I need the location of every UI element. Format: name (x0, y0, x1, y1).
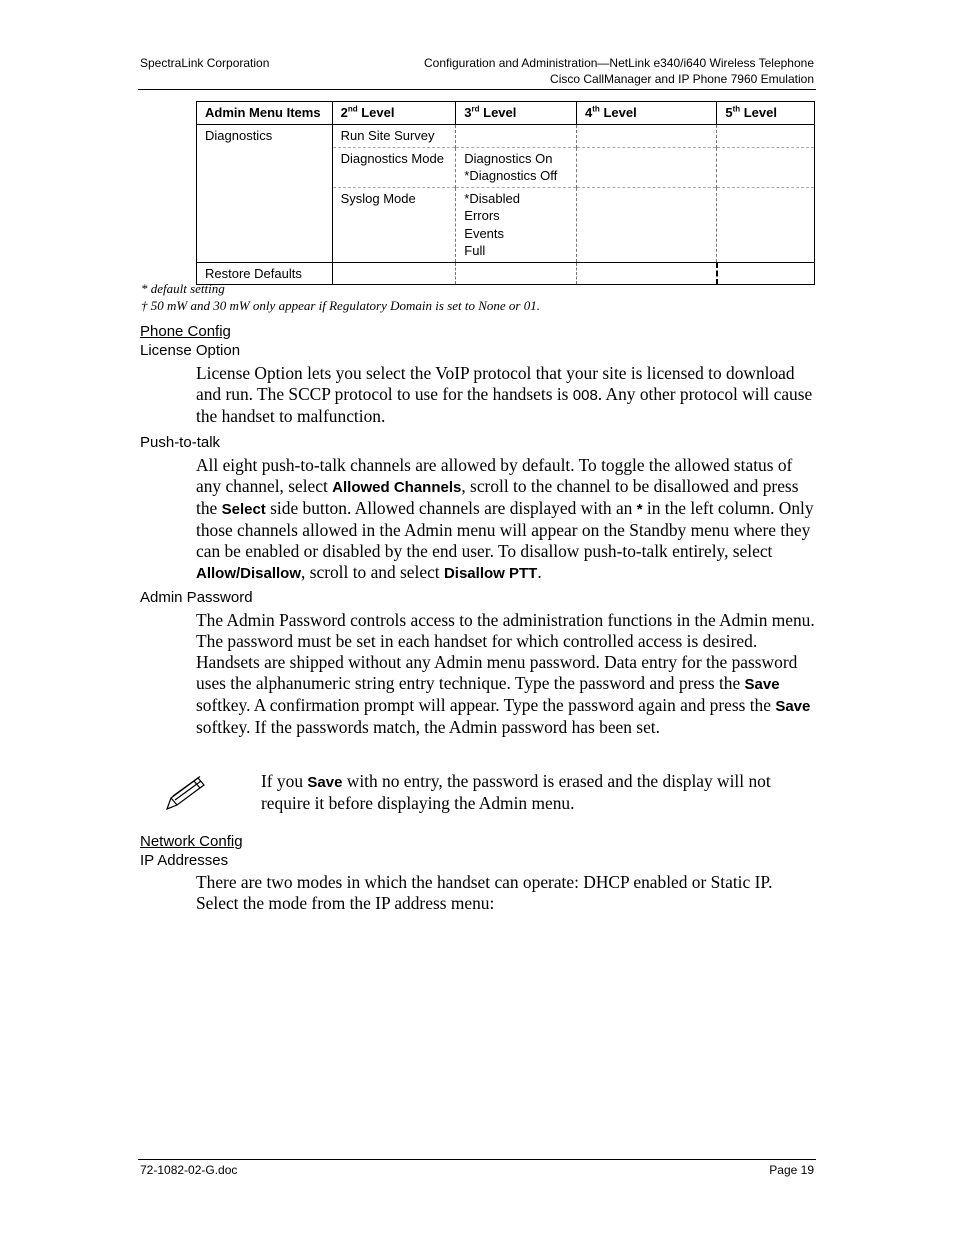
text: softkey. A confirmation prompt will appear. Type the password again and press the (196, 695, 776, 715)
header-rule (138, 89, 816, 90)
heading-admin-password: Admin Password (140, 589, 253, 606)
table-cell (717, 147, 815, 187)
col-header-admin-menu-items: Admin Menu Items (197, 102, 333, 125)
option-diagnostics-off: *Diagnostics Off (464, 168, 558, 183)
paragraph-ip-addresses: There are two modes in which the handset can operate: DHCP enabled or Static IP. Select the mode from the IP address menu: (196, 872, 773, 913)
header-level: Level (740, 105, 777, 120)
header-level: Level (357, 105, 395, 120)
keyword: Allowed Channels (332, 479, 462, 496)
heading-phone-config: Phone Config (140, 323, 231, 340)
header-ord: nd (347, 104, 358, 114)
col-header-2nd-level (332, 102, 456, 125)
text: , scroll to and select (301, 562, 444, 582)
table-cell (332, 262, 456, 285)
paragraph-push-to-talk (196, 455, 818, 584)
text: If you (261, 771, 308, 791)
option-diagnostics-on: Diagnostics On (464, 150, 553, 166)
note-regulatory: † 50 mW and 30 mW only appear if Regulatory Domain is set to None or 01. (141, 298, 540, 313)
header-level: Level (599, 105, 637, 120)
keyword: Save (307, 774, 343, 791)
table-header-row (197, 102, 815, 125)
table-cell (577, 147, 717, 187)
text: The Admin Password controls access to the administration functions in the Admin menu. The password must be set in each handset for which controlled access is desired. Handsets are shipped without any Admin menu password. Data entry for the password uses the alphanumeric string entry technique. Type the password and press the (196, 610, 815, 693)
option-full: Full (464, 243, 486, 258)
header-num: 5 (725, 105, 733, 120)
footer-rule (138, 1159, 816, 1160)
heading-push-to-talk: Push-to-talk (140, 434, 221, 451)
text: License Option lets you select the VoIP protocol that your site is licensed to download and run. The SCCP protocol to use for the handsets is (196, 363, 795, 404)
cell-diagnostics: Diagnostics (197, 125, 333, 263)
header-ord: rd (471, 104, 480, 114)
cell-syslog-options (456, 187, 577, 262)
option-errors: Errors (464, 208, 500, 223)
note-save-empty (261, 771, 821, 814)
table-cell (717, 187, 815, 262)
table-cell (456, 262, 577, 285)
keyword: Disallow PTT (443, 565, 538, 582)
footer-doc-id: 72-1082-02-G.doc (140, 1163, 238, 1177)
protocol-code: 008 (572, 387, 598, 404)
cell-restore-defaults: Restore Defaults (197, 262, 333, 285)
table-cell (456, 125, 577, 148)
header-num: 2 (340, 105, 348, 120)
keyword: * (636, 501, 643, 518)
header-company: SpectraLink Corporation (140, 56, 270, 70)
text: , scroll to the channel to be disallowed and press the (196, 476, 799, 518)
header-ord: th (592, 104, 600, 114)
table-cell (577, 262, 717, 285)
header-level: Level (479, 105, 517, 120)
cell-run-site-survey: Run Site Survey (340, 128, 435, 143)
keyword: Allow/Disallow (196, 565, 302, 582)
cell-syslog-mode: Syslog Mode (332, 187, 456, 262)
col-header-5th-level (717, 102, 815, 125)
cell-diagnostics-mode: Diagnostics Mode (332, 147, 456, 187)
option-disabled: *Disabled (464, 190, 520, 206)
header-num: 3 (464, 105, 472, 120)
header-title-line2: Cisco CallManager and IP Phone 7960 Emulation (550, 72, 814, 86)
admin-menu-table (196, 101, 815, 285)
footer-page-number: Page 19 (769, 1163, 814, 1177)
table-row (197, 125, 815, 148)
table-row (197, 262, 815, 285)
pencil-icon (164, 776, 208, 812)
text: . Any other protocol will cause the handset to malfunction. (196, 384, 813, 426)
heading-license-option: License Option (140, 342, 241, 359)
col-header-4th-level (577, 102, 717, 125)
note-default-setting: * default setting (141, 281, 225, 296)
keyword: Select (221, 501, 266, 518)
heading-network-config: Network Config (140, 833, 243, 850)
header-title (424, 55, 814, 87)
table-cell (717, 125, 815, 148)
col-header-3rd-level (456, 102, 577, 125)
header-num: 4 (585, 105, 593, 120)
option-events: Events (464, 225, 505, 241)
header-ord: th (732, 104, 741, 114)
table-cell (717, 262, 815, 285)
paragraph-admin-password (196, 610, 818, 738)
header-title-line1: Configuration and Administration—NetLink e340/i640 Wireless Telephone (423, 56, 814, 70)
text: in the left column. Only those channels allowed in the Admin menu will appear on the Standby menu where they can be enabled or disabled by the end user. To disallow push-to-talk entirely, select (196, 498, 814, 561)
keyword: Save (775, 698, 811, 715)
text: . (537, 562, 542, 582)
text: All eight push-to-talk channels are allowed by default. To toggle the allowed status of any channel, select (196, 455, 793, 496)
text: with no entry, the password is erased and the display will not require it before displaying the Admin menu. (261, 771, 771, 813)
paragraph-license-option (196, 363, 818, 427)
table-cell (577, 187, 717, 262)
keyword: Save (744, 676, 780, 693)
cell-diagnostics-options (456, 147, 577, 187)
table-cell (577, 125, 717, 148)
heading-ip-addresses: IP Addresses (140, 852, 229, 869)
text: softkey. If the passwords match, the Admin password has been set. (196, 717, 660, 737)
text: side button. Allowed channels are displayed with an (265, 498, 637, 518)
